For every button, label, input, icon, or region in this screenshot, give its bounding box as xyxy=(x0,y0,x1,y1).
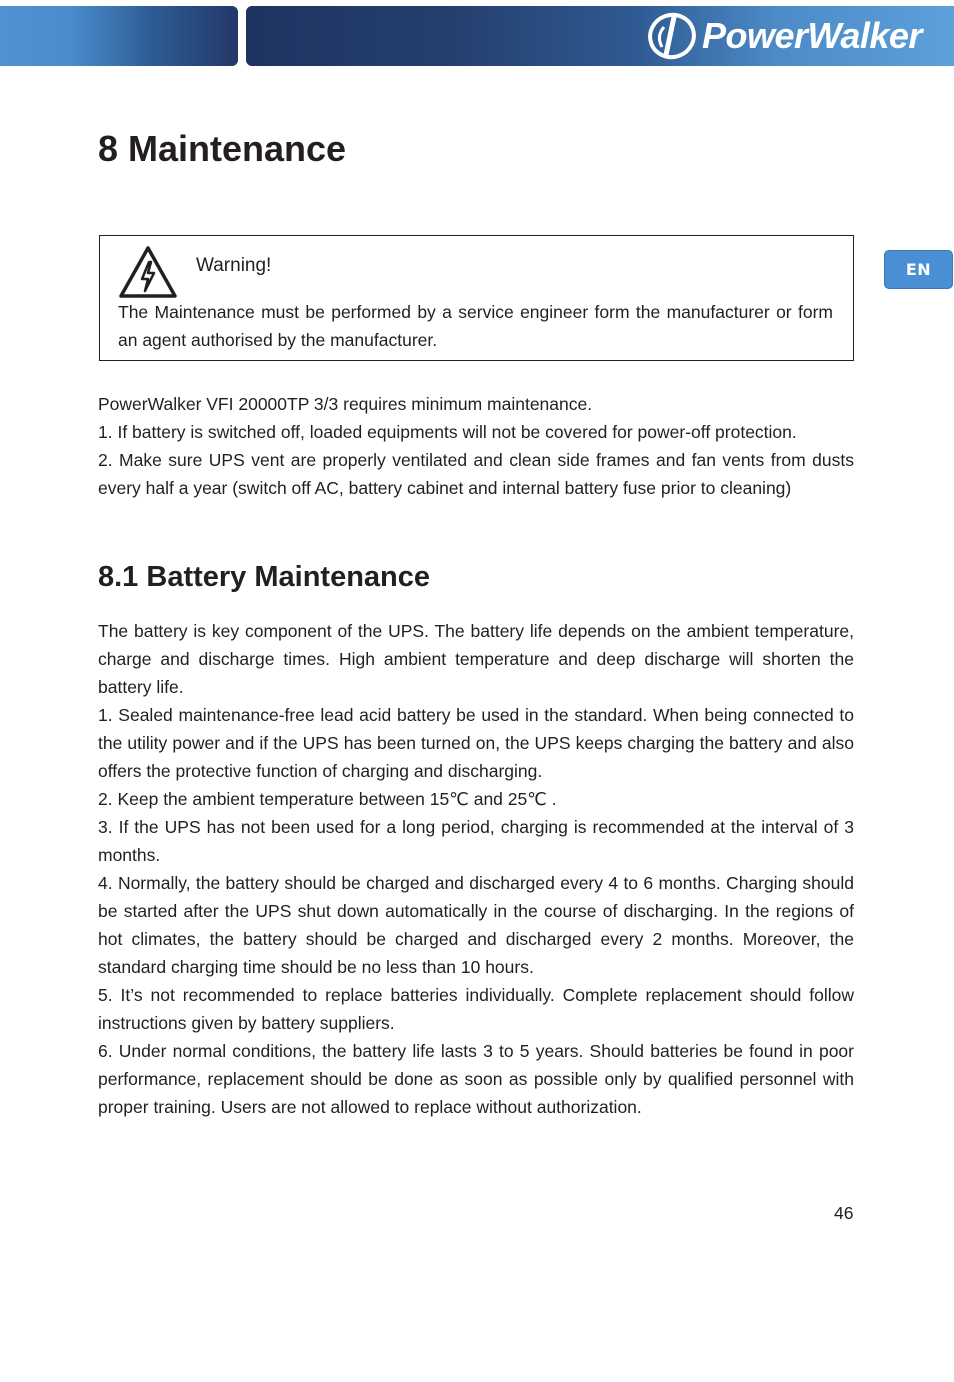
body-paragraph: The battery is key component of the UPS. The battery life depends on the ambient temperature, charge and discharge times. High ambient temperature and deep discharge will shorten the battery life. xyxy=(98,621,854,697)
body-paragraph: 6. Under normal conditions, the battery life lasts 3 to 5 years. Should batteries be found in poor performance, replacement should be done as soon as possible only by qualified personnel with proper training. Users are not allowed to replace without authorization. xyxy=(98,1041,854,1117)
intro-paragraph: PowerWalker VFI 20000TP 3/3 requires minimum maintenance. xyxy=(98,394,593,414)
header-left-bar xyxy=(0,6,238,66)
section-title: 8 Maintenance xyxy=(98,128,347,169)
brand-name: PowerWalker xyxy=(702,15,922,56)
body-paragraph: 4. Normally, the battery should be charged and discharged every 4 to 6 months. Charging should be started after the UPS shut down automatically in the course of discharging. In the regions of hot climates, the battery should be charged and discharged every 2 months. Moreover, the standard charging time should be no less than 10 hours. xyxy=(98,873,854,977)
subsection-title: 8.1 Battery Maintenance xyxy=(98,561,431,593)
page-header-banner xyxy=(0,6,954,66)
intro-paragraph: 2. Make sure UPS vent are properly ventilated and clean side frames and fan vents from dusts every half a year (switch off AC, battery cabinet and internal battery fuse prior to cleaning) xyxy=(98,450,854,498)
page-number: 46 xyxy=(834,1203,854,1223)
language-tab-en[interactable]: EN xyxy=(884,250,953,289)
intro-text xyxy=(98,390,854,502)
body-paragraph: 5. It’s not recommended to replace batteries individually. Complete replacement should follow instructions given by battery suppliers. xyxy=(98,985,854,1033)
body-paragraph: 3. If the UPS has not been used for a long period, charging is recommended at the interval of 3 months. xyxy=(98,817,854,865)
powerwalker-logo xyxy=(644,10,922,62)
warning-text: The Maintenance must be performed by a service engineer form the manufacturer or form an agent authorised by the manufacturer. xyxy=(118,302,833,350)
warning-box xyxy=(99,235,854,361)
body-paragraph: 1. Sealed maintenance-free lead acid battery be used in the standard. When being connected to the utility power and if the UPS has been turned on, the UPS keeps charging the battery and also offers the protective function of charging and discharging. xyxy=(98,705,854,781)
powerwalker-logo-icon xyxy=(644,11,700,61)
body-paragraph: 2. Keep the ambient temperature between 15℃ and 25℃ . xyxy=(98,789,557,809)
battery-maintenance-text xyxy=(98,617,854,1121)
warning-title: Warning! xyxy=(196,255,272,276)
intro-paragraph: 1. If battery is switched off, loaded equipments will not be covered for power-off protection. xyxy=(98,422,797,442)
high-voltage-warning-icon xyxy=(118,245,178,299)
